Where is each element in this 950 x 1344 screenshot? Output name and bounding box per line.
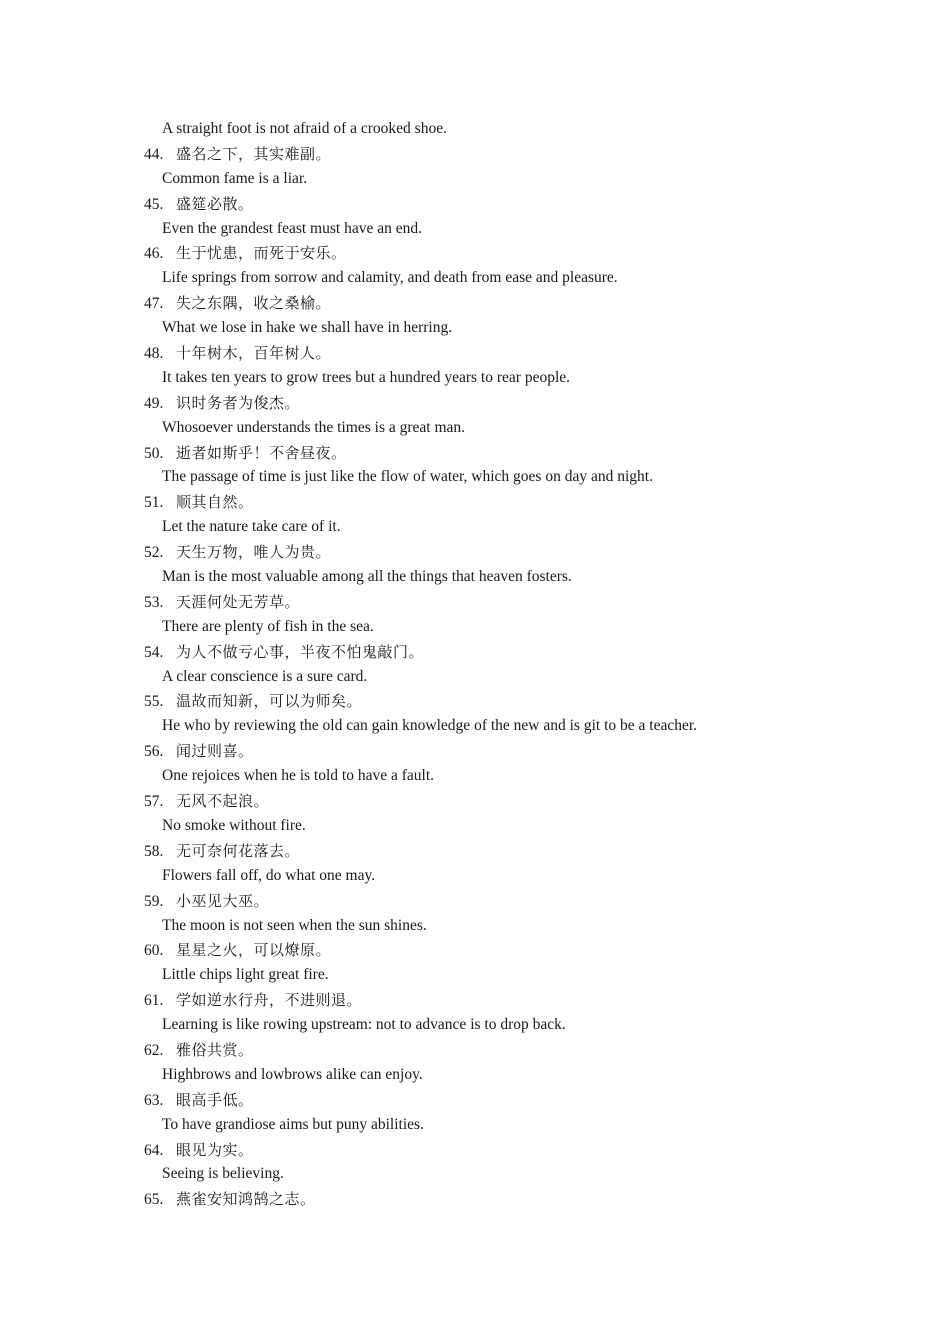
proverb-chinese-text: 识时务者为俊杰。	[176, 393, 301, 412]
proverb-chinese-line	[0, 1038, 950, 1063]
proverb-number: 50.	[144, 444, 164, 462]
proverb-chinese-line	[0, 839, 950, 864]
proverb-chinese-line	[0, 689, 950, 714]
proverb-chinese-text: 温故而知新，可以为师矣。	[176, 692, 363, 711]
proverb-chinese-text: 眼高手低。	[176, 1090, 254, 1109]
proverb-number: 65.	[144, 1191, 164, 1209]
proverb-english-translation: Little chips light great fire.	[162, 966, 329, 984]
proverb-number: 46.	[144, 245, 164, 263]
proverb-english-translation: There are plenty of fish in the sea.	[162, 617, 374, 635]
proverb-number: 44.	[144, 145, 164, 163]
proverb-number: 61.	[144, 992, 164, 1010]
proverb-chinese-line	[0, 1138, 950, 1163]
proverb-english-translation: A clear conscience is a sure card.	[162, 667, 368, 685]
proverb-english-translation: It takes ten years to grow trees but a hundred years to rear people.	[162, 368, 571, 386]
proverb-number: 54.	[144, 643, 164, 661]
proverb-chinese-text: 眼见为实。	[176, 1140, 254, 1159]
proverb-chinese-line	[0, 291, 950, 316]
proverb-number: 47.	[144, 295, 164, 313]
proverb-number: 62.	[144, 1041, 164, 1059]
proverb-number: 63.	[144, 1091, 164, 1109]
proverb-english-translation: Seeing is believing.	[162, 1165, 284, 1183]
proverb-chinese-line	[0, 441, 950, 466]
proverb-english-translation: Let the nature take care of it.	[162, 518, 341, 536]
proverb-english-translation: One rejoices when he is told to have a fault.	[162, 767, 435, 785]
proverb-english-translation: Whosoever understands the times is a great man.	[162, 418, 466, 436]
proverb-chinese-line	[0, 739, 950, 764]
proverb-chinese-line	[0, 341, 950, 366]
proverb-chinese-line	[0, 490, 950, 515]
proverb-english-translation: Life springs from sorrow and calamity, and death from ease and pleasure.	[162, 269, 618, 287]
proverb-english-translation: Learning is like rowing upstream: not to advance is to drop back.	[162, 1016, 566, 1034]
proverb-chinese-line	[0, 938, 950, 963]
proverb-english-translation: A straight foot is not afraid of a crooked shoe.	[162, 120, 447, 137]
proverb-chinese-text: 天涯何处无芳草。	[176, 592, 301, 611]
proverb-chinese-text: 学如逆水行舟，不进则退。	[176, 991, 363, 1010]
proverb-english-translation: What we lose in hake we shall have in herring.	[162, 319, 453, 337]
proverb-chinese-text: 无风不起浪。	[176, 792, 270, 811]
proverb-number: 48.	[144, 345, 164, 363]
proverb-number: 52.	[144, 544, 164, 562]
proverb-english-translation: Man is the most valuable among all the things that heaven fosters.	[162, 568, 572, 586]
proverb-chinese-text: 闻过则喜。	[176, 742, 254, 761]
proverb-number: 60.	[144, 942, 164, 960]
proverb-chinese-line	[0, 192, 950, 217]
proverb-list	[0, 117, 950, 1212]
proverb-english-translation: The passage of time is just like the flow of water, which goes on day and night.	[162, 468, 653, 486]
proverb-number: 57.	[144, 793, 164, 811]
proverb-number: 55.	[144, 693, 164, 711]
proverb-number: 53.	[144, 593, 164, 611]
proverb-chinese-text: 十年树木，百年树人。	[176, 344, 332, 363]
proverb-chinese-text: 小巫见大巫。	[176, 891, 270, 910]
proverb-english-translation: Highbrows and lowbrows alike can enjoy.	[162, 1065, 423, 1083]
proverb-number: 49.	[144, 394, 164, 412]
proverb-chinese-line	[0, 1088, 950, 1113]
proverb-chinese-line	[0, 391, 950, 416]
proverb-number: 45.	[144, 195, 164, 213]
proverb-english-translation: Even the grandest feast must have an end.	[162, 219, 422, 237]
proverb-number: 58.	[144, 842, 164, 860]
proverb-chinese-line	[0, 540, 950, 565]
proverb-number: 51.	[144, 494, 164, 512]
proverb-english-translation: No smoke without fire.	[162, 816, 306, 834]
proverb-chinese-line	[0, 789, 950, 814]
proverb-number: 64.	[144, 1141, 164, 1159]
proverb-chinese-text: 燕雀安知鸿鹄之志。	[176, 1190, 316, 1209]
proverb-chinese-text: 盛筵必散。	[176, 194, 254, 213]
proverb-chinese-text: 顺其自然。	[176, 493, 254, 512]
proverb-chinese-text: 生于忧患，而死于安乐。	[176, 244, 347, 263]
proverb-chinese-text: 无可奈何花落去。	[176, 841, 301, 860]
proverb-chinese-line	[0, 142, 950, 167]
proverb-chinese-text: 雅俗共赏。	[176, 1040, 254, 1059]
proverb-number: 56.	[144, 743, 164, 761]
proverb-chinese-text: 盛名之下，其实难副。	[176, 144, 332, 163]
proverb-chinese-line	[0, 241, 950, 266]
proverb-chinese-line	[0, 988, 950, 1013]
proverb-english-translation: He who by reviewing the old can gain knowledge of the new and is git to be a teacher.	[162, 717, 698, 735]
proverb-chinese-line	[0, 889, 950, 914]
proverb-english-translation: To have grandiose aims but puny abilities.	[162, 1115, 424, 1133]
proverb-chinese-text: 天生万物，唯人为贵。	[176, 543, 332, 562]
proverb-english-translation: The moon is not seen when the sun shines.	[162, 916, 427, 934]
proverb-number: 59.	[144, 892, 164, 910]
proverb-chinese-line	[0, 1187, 950, 1212]
proverb-chinese-line	[0, 640, 950, 665]
proverb-english-translation: Flowers fall off, do what one may.	[162, 866, 376, 884]
proverb-chinese-line	[0, 590, 950, 615]
proverb-chinese-text: 为人不做亏心事，半夜不怕鬼敲门。	[176, 642, 425, 661]
proverb-chinese-text: 失之东隅，收之桑榆。	[176, 294, 332, 313]
proverb-english-translation: Common fame is a liar.	[162, 169, 308, 187]
proverb-chinese-text: 逝者如斯乎！不舍昼夜。	[176, 443, 347, 462]
proverb-chinese-text: 星星之火，可以燎原。	[176, 941, 332, 960]
